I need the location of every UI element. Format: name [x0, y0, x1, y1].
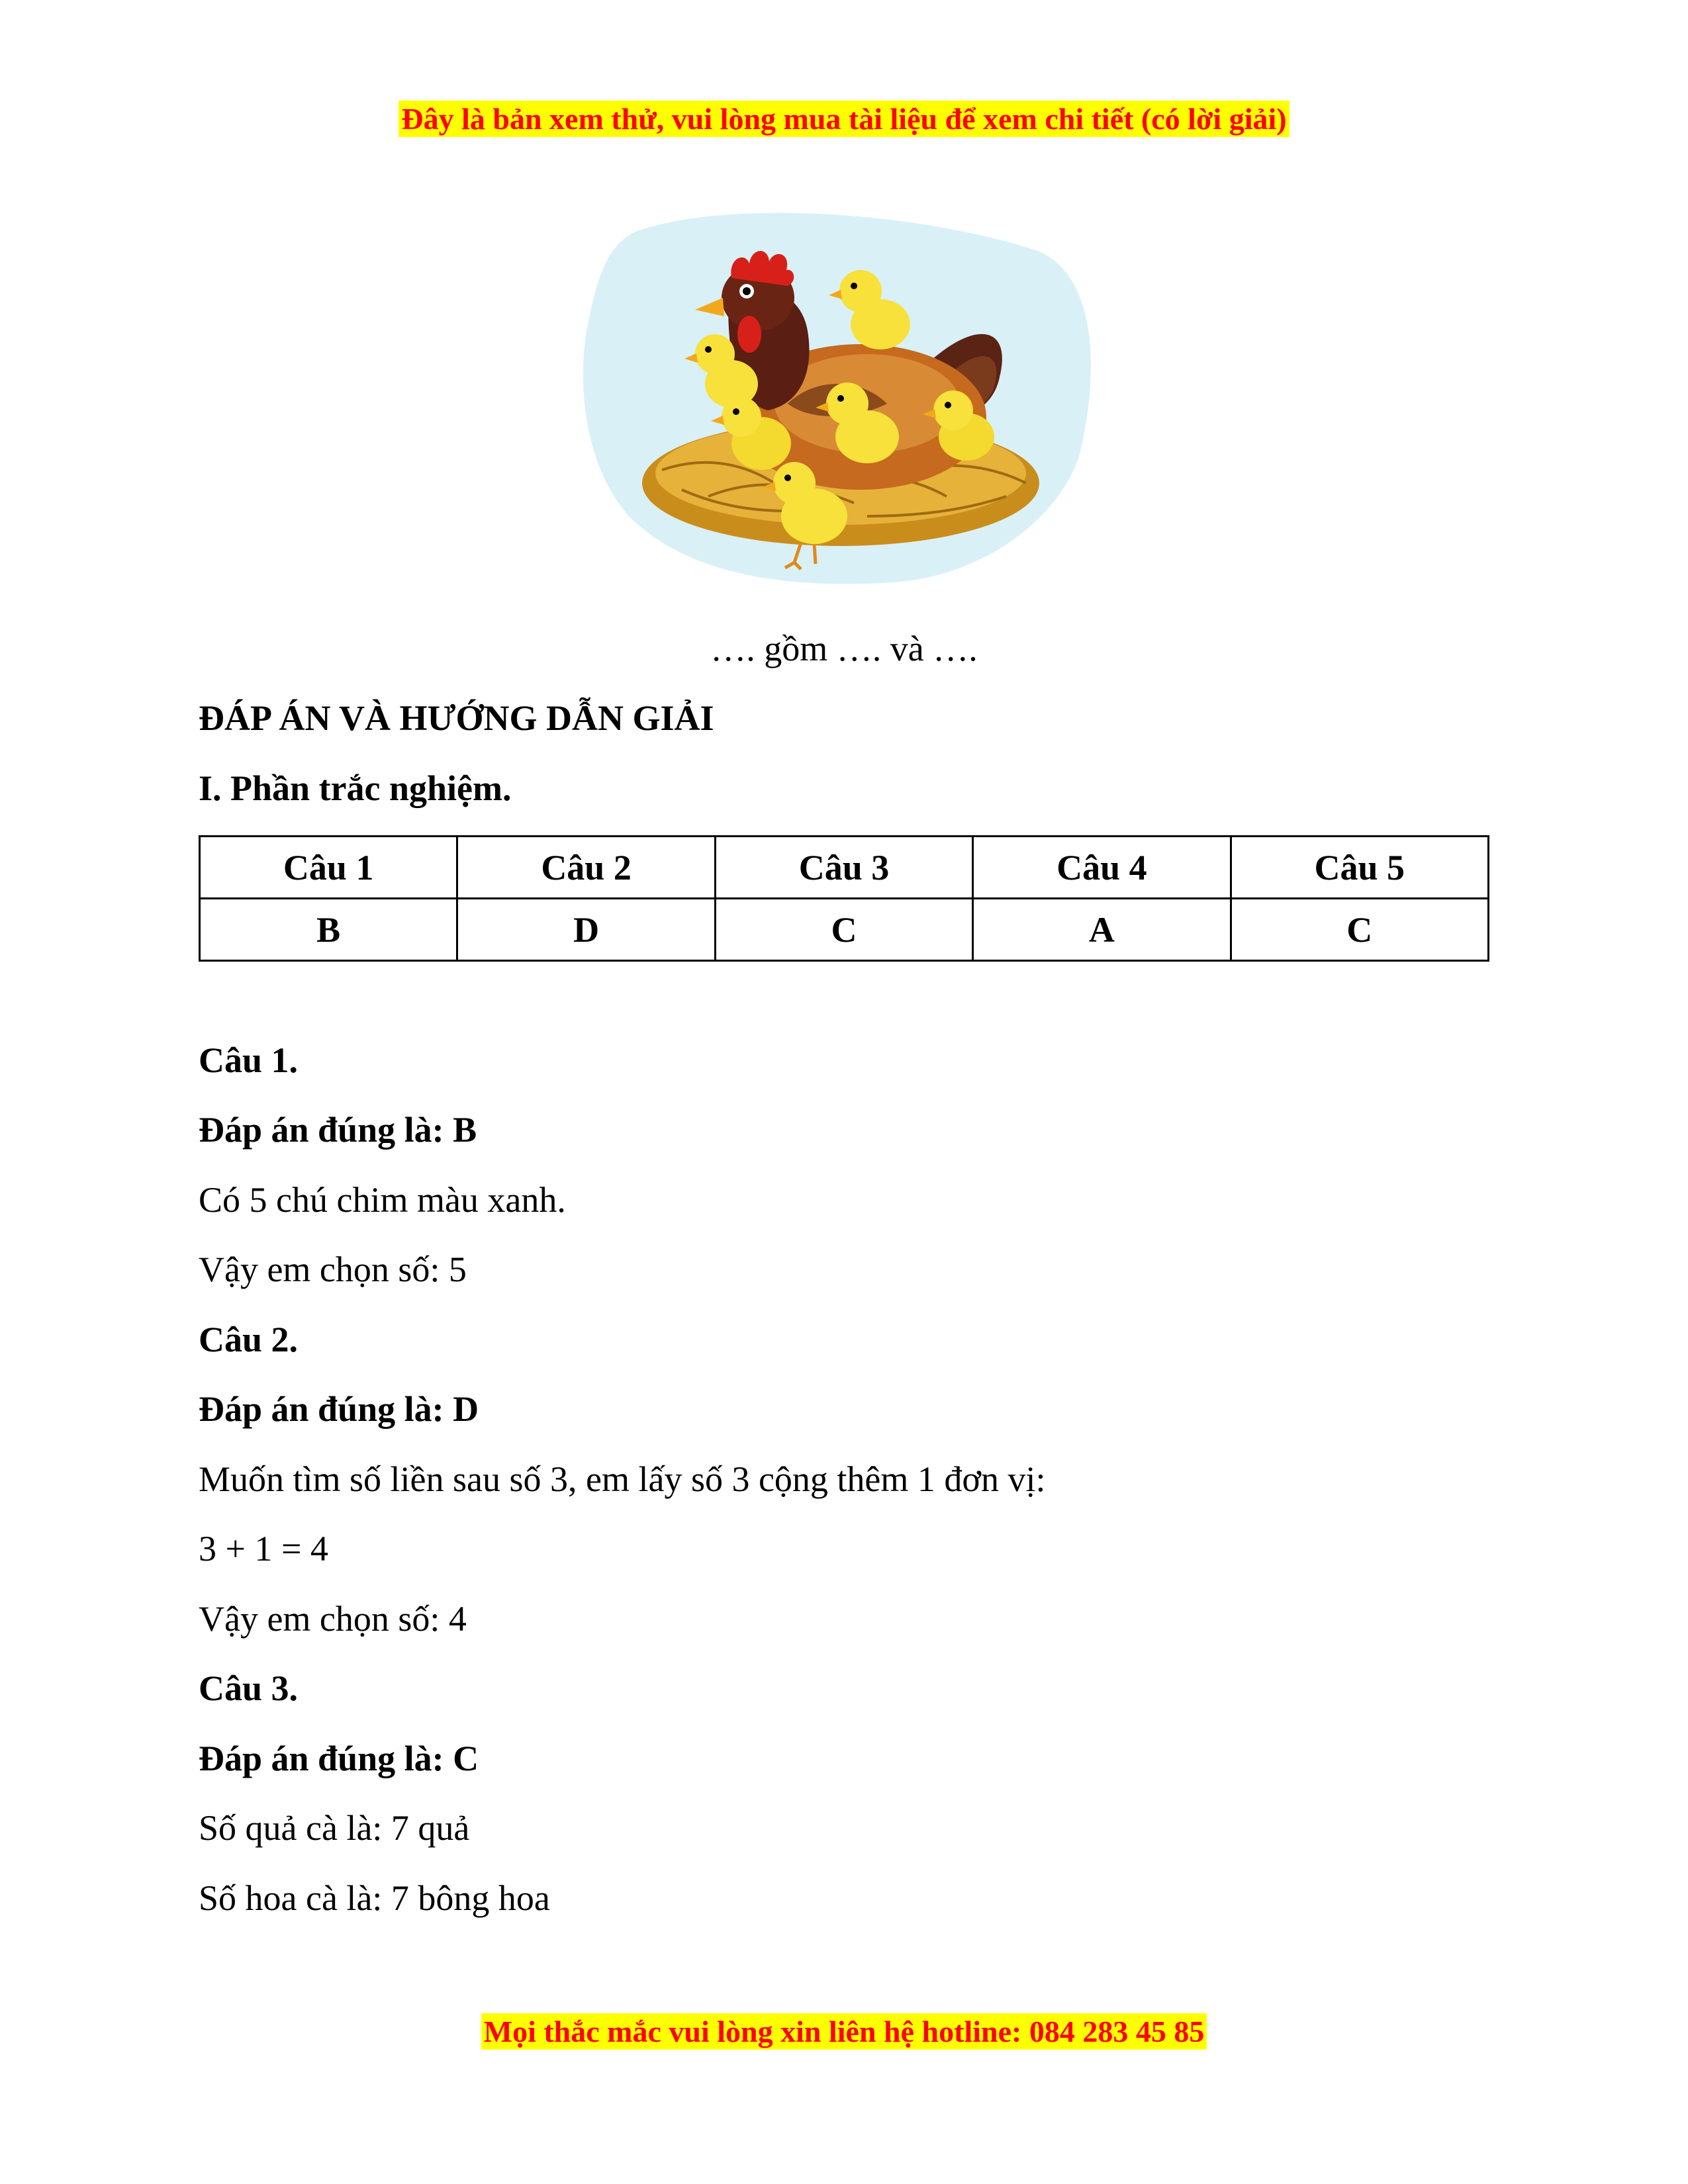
preview-notice-banner [0, 99, 1688, 139]
answer-table-cell: A [973, 899, 1231, 961]
question-answer: Đáp án đúng là: D [199, 1389, 479, 1429]
caption-blanks: …. gồm …. và …. [710, 629, 978, 668]
preview-notice-text: Đây là bản xem thử, vui lòng mua tài liệu để xem chi tiết (có lời giải) [399, 101, 1289, 137]
explanation-line: Vậy em chọn số: 5 [199, 1250, 467, 1289]
question-title: Câu 2. [199, 1320, 299, 1359]
question-title: Câu 3. [199, 1668, 299, 1708]
question-answer: Đáp án đúng là: C [199, 1739, 479, 1778]
explanation-line: Số hoa cà là: 7 bông hoa [199, 1878, 550, 1918]
answer-table-header: Câu 5 [1231, 837, 1488, 899]
answer-table-cell: B [200, 899, 457, 961]
answer-table-cell: C [715, 899, 972, 961]
explanation-line: Vậy em chọn số: 4 [199, 1599, 467, 1639]
section-title: I. Phần trắc nghiệm. [199, 768, 512, 808]
answer-table-row [200, 899, 1489, 961]
answer-table-header: Câu 1 [200, 837, 457, 899]
hen-with-chicks-illustration [576, 205, 1105, 589]
answer-table-cell: C [1231, 899, 1488, 961]
answer-table-header: Câu 4 [973, 837, 1231, 899]
explanation-line: 3 + 1 = 4 [199, 1529, 328, 1569]
explanation-line: Có 5 chú chim màu xanh. [199, 1180, 566, 1220]
explanation-line: Số quả cà là: 7 quả [199, 1808, 470, 1848]
question-answer: Đáp án đúng là: B [199, 1110, 477, 1150]
answer-table [199, 835, 1489, 962]
answers-heading: ĐÁP ÁN VÀ HƯỚNG DẪN GIẢI [199, 698, 714, 738]
answer-table-header: Câu 3 [715, 837, 972, 899]
hotline-text: Mọi thắc mắc vui lòng xin liên hệ hotline: 084 283 45 85 [481, 2013, 1207, 2050]
question-title: Câu 1. [199, 1040, 299, 1080]
answer-table-cell: D [457, 899, 715, 961]
hotline-banner [0, 2012, 1688, 2052]
answer-table-header-row [200, 837, 1489, 899]
answer-table-header: Câu 2 [457, 837, 715, 899]
explanation-line: Muốn tìm số liền sau số 3, em lấy số 3 cộng thêm 1 đơn vị: [199, 1459, 1046, 1499]
